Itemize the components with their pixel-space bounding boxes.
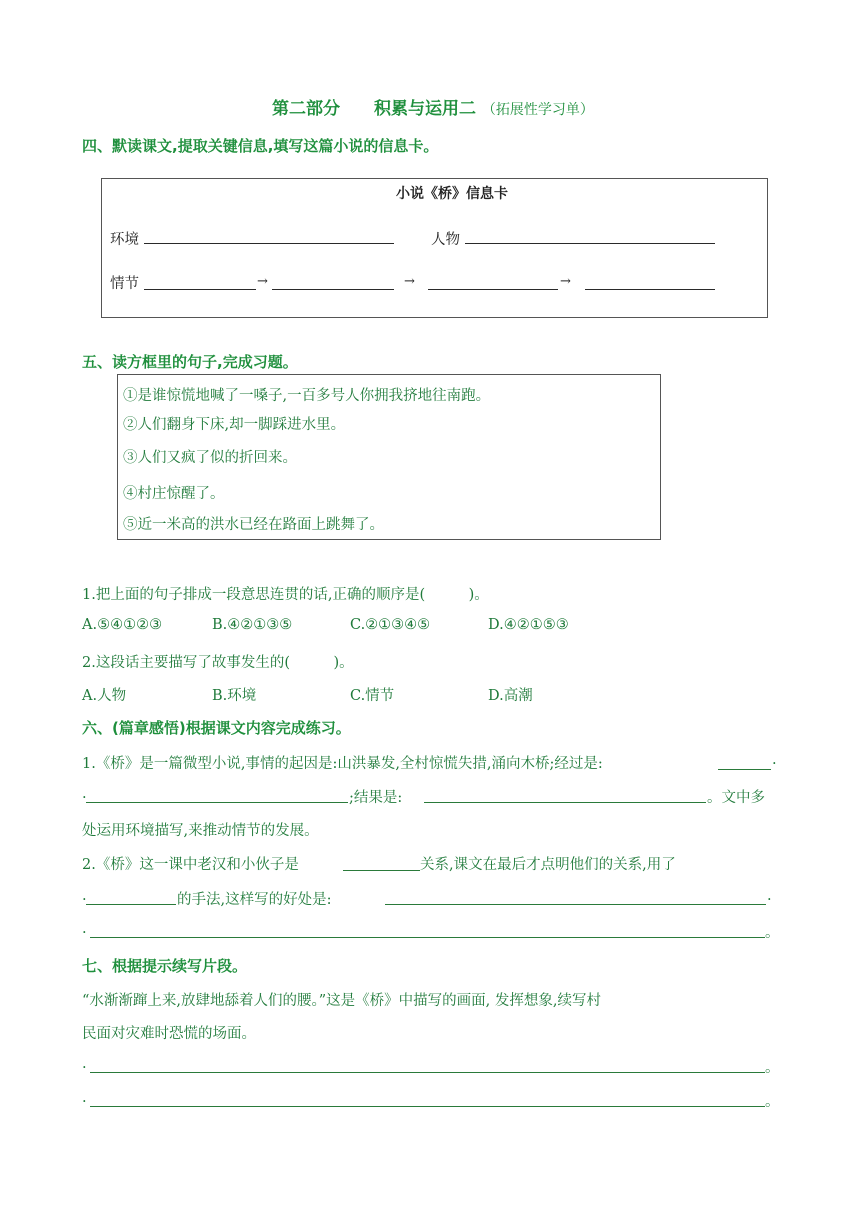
question-1: 1.把上面的句子排成一段意思连贯的话,正确的顺序是( )。 — [82, 587, 489, 603]
s6-blank-technique[interactable] — [86, 904, 176, 905]
info-card-title: 小说《桥》信息卡 — [396, 186, 508, 202]
people-blank[interactable] — [465, 243, 715, 244]
section4-heading: 四、默读课文,提取关键信息,填写这篇小说的信息卡。 — [82, 137, 439, 155]
s7-period: 。 — [765, 1060, 780, 1076]
s6-p2-line1-a: 2.《桥》这一课中老汉和小伙子是 — [82, 857, 299, 873]
s6-blank-benefit-a[interactable] — [385, 904, 766, 905]
s7-writing-line-1[interactable] — [90, 1072, 765, 1073]
label-environment: 环境 — [110, 232, 139, 248]
s6-blank-benefit-b[interactable] — [90, 937, 765, 938]
sentence-2: ②人们翻身下床,却一脚踩进水里。 — [123, 417, 346, 433]
plot-blank-1[interactable] — [144, 289, 256, 290]
arrow-icon: → — [560, 274, 571, 289]
page-title-sub: （拓展性学习单） — [481, 102, 594, 118]
question-2: 2.这段话主要描写了故事发生的( )。 — [82, 655, 354, 671]
s7-dot: . — [82, 1090, 87, 1106]
section6-heading: 六、(篇章感悟)根据课文内容完成练习。 — [82, 719, 351, 737]
s6-period: 。 — [765, 925, 780, 941]
environment-blank[interactable] — [144, 243, 394, 244]
s6-p2-line2-b: 的手法,这样写的好处是: — [177, 892, 332, 908]
s6-blank-process-a[interactable] — [718, 769, 771, 770]
plot-blank-4[interactable] — [585, 289, 715, 290]
s7-dot: . — [82, 1056, 87, 1072]
sentence-5: ⑤近一米高的洪水已经在路面上跳舞了。 — [123, 517, 384, 533]
sentence-4: ④村庄惊醒了。 — [123, 486, 225, 502]
s6-p1-result-label: ;结果是: — [349, 790, 403, 806]
s6-dot: . — [767, 888, 772, 904]
label-people: 人物 — [431, 232, 460, 248]
s6-p1-line2-end: 。文中多 — [707, 790, 765, 806]
sentence-3: ③人们又疯了似的折回来。 — [123, 450, 297, 466]
section7-heading: 七、根据提示续写片段。 — [82, 957, 248, 975]
label-plot: 情节 — [110, 276, 139, 292]
q2-option-d[interactable]: D.高潮 — [488, 688, 533, 704]
q2-option-c[interactable]: C.情节 — [350, 688, 395, 704]
q2-option-a[interactable]: A.人物 — [82, 688, 127, 704]
page-title-main: 第二部分 积累与运用二 — [272, 99, 476, 119]
sentence-1: ①是谁惊慌地喊了一嗓子,一百多号人你拥我挤地往南跑。 — [123, 388, 491, 404]
q1-option-b[interactable]: B.④②①③⑤ — [212, 617, 293, 633]
arrow-icon: → — [257, 274, 268, 289]
s6-p2-line1-b: 关系,课文在最后才点明他们的关系,用了 — [420, 857, 676, 873]
section5-heading: 五、读方框里的句子,完成习题。 — [82, 353, 298, 371]
s6-dot: . — [772, 752, 777, 768]
s6-p1-line3: 处运用环境描写,来推动情节的发展。 — [82, 823, 319, 839]
s6-dot: . — [82, 888, 87, 904]
s6-dot: . — [82, 921, 87, 937]
s7-prompt-line2: 民面对灾难时恐慌的场面。 — [82, 1026, 256, 1042]
plot-blank-2[interactable] — [272, 289, 394, 290]
q1-option-a[interactable]: A.⑤④①②③ — [82, 617, 163, 633]
q1-option-d[interactable]: D.④②①⑤③ — [488, 617, 569, 633]
s6-blank-process-b[interactable] — [86, 802, 348, 803]
s7-writing-line-2[interactable] — [90, 1106, 765, 1107]
plot-blank-3[interactable] — [428, 289, 558, 290]
s7-prompt-line1: “水渐渐蹿上来,放肆地舔着人们的腰。”这是《桥》中描写的画面, 发挥想象,续写村 — [82, 993, 602, 1009]
q2-option-b[interactable]: B.环境 — [212, 688, 257, 704]
s6-blank-relationship[interactable] — [343, 870, 420, 871]
s6-dot: . — [82, 786, 87, 802]
q1-option-c[interactable]: C.②①③④⑤ — [350, 617, 431, 633]
s7-period: 。 — [765, 1094, 780, 1110]
s6-p1-line1: 1.《桥》是一篇微型小说,事情的起因是:山洪暴发,全村惊慌失措,涌向木桥;经过是: — [82, 756, 603, 772]
arrow-icon: → — [404, 274, 415, 289]
s6-blank-result[interactable] — [424, 802, 706, 803]
page-title — [272, 94, 594, 119]
